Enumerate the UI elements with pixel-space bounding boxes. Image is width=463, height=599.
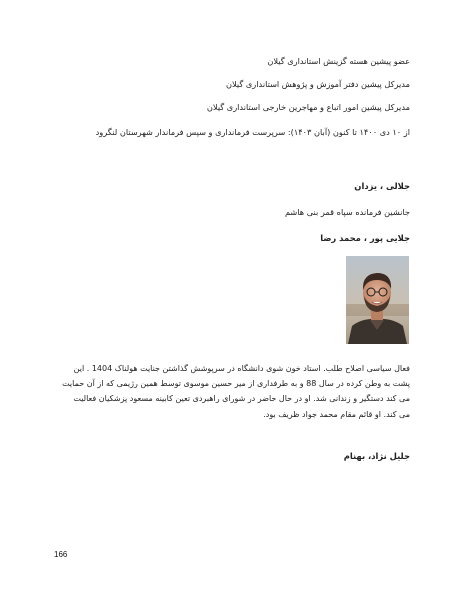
person-name: جلیل نژاد، بهنام <box>343 451 410 461</box>
page-number: 166 <box>54 550 68 559</box>
text-line: عضو پیشین هسته گزینش استانداری گیلان <box>267 56 410 66</box>
portrait-image <box>346 256 409 344</box>
portrait-photo <box>346 256 409 344</box>
person-role: جانشین فرمانده سپاه قمر بنی هاشم <box>284 207 410 217</box>
person-name: جلایی پور ، محمد رضا <box>320 233 410 243</box>
person-bio: فعال سیاسی اصلاح طلب. استاد خون شوی دانشگاه در سرپوشش گذاشتن جنایت هولناک 1404 . این پشت به وطن کرده در سال 88 و به طرفداری از میر حسین موسوی توسط همین رژیمی که از آن حمایت می کند دستگیر و زندانی شد. او در حال حاضر در شورای راهبردی تعین کابینه مسعود پزشکیان فعالیت می کند. او قائم مقام محمد جواد ظریف بود. <box>62 364 410 419</box>
text-line: از ۱۰ دی ۱۴۰۰ تا کنون (آبان ۱۴۰۳): سرپرست فرمانداری و سپس فرماندار شهرستان لنگرود <box>95 127 410 137</box>
text-line: مدیرکل پیشین امور اتباع و مهاجرین خارجی استانداری گیلان <box>206 102 410 112</box>
person-name: جلالی ، یزدان <box>354 181 410 191</box>
text-line: مدیرکل پیشین دفتر آموزش و پژوهش استانداری گیلان <box>226 79 410 89</box>
